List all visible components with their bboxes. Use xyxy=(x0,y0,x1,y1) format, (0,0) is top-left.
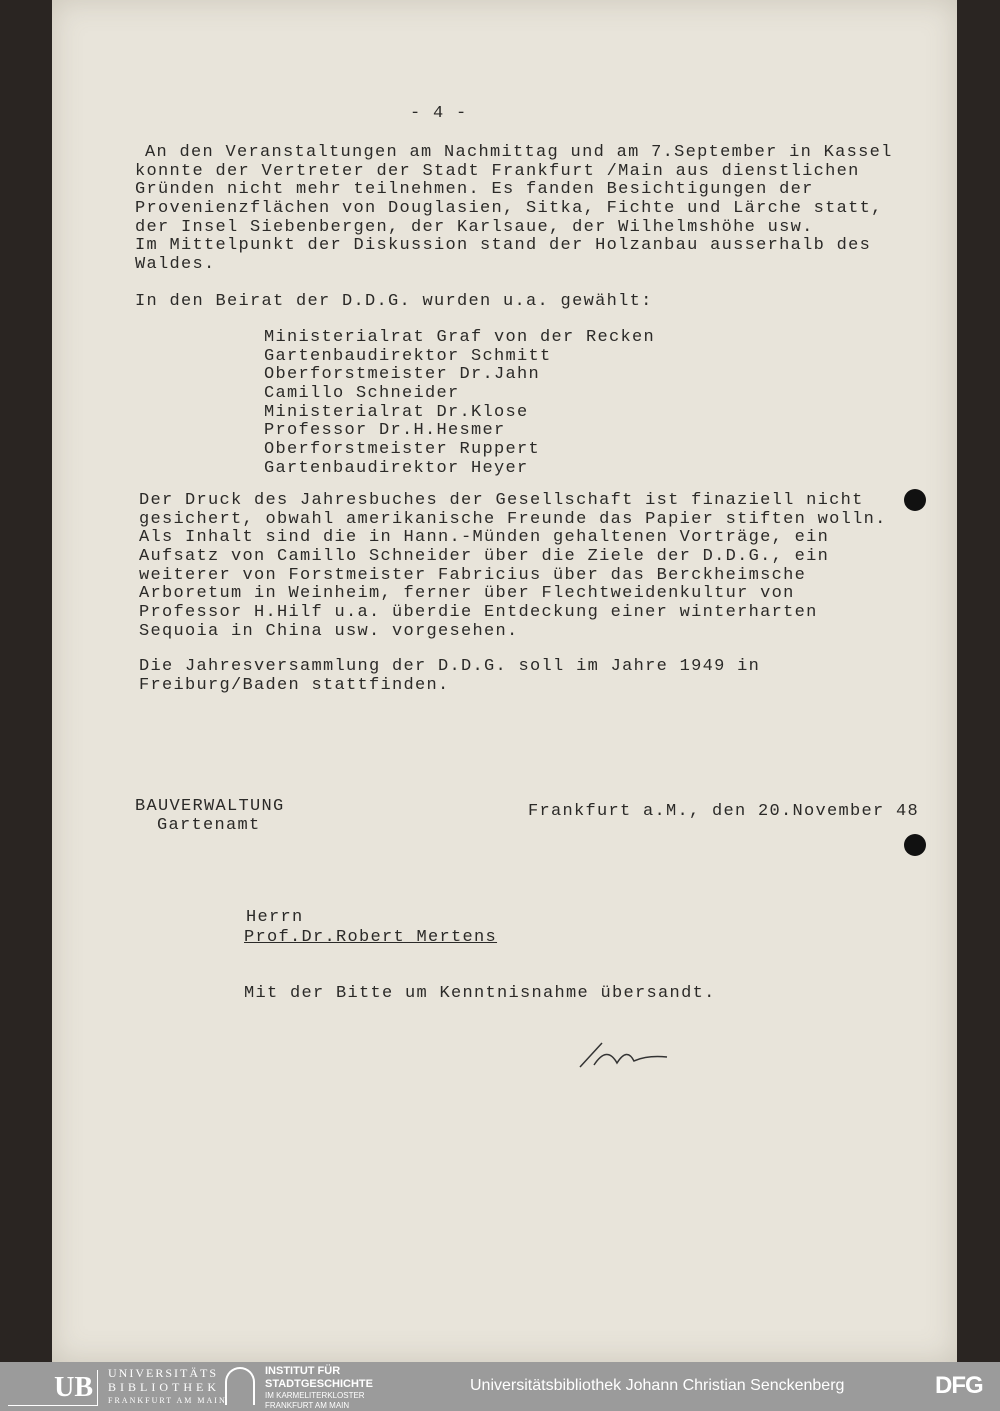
text-line: An den Veranstaltungen am Nachmittag und am 7.September in Kassel xyxy=(145,143,893,162)
list-item: Gartenbaudirektor Schmitt xyxy=(264,346,552,366)
ub-logo-line: UNIVERSITÄTS xyxy=(108,1366,218,1380)
punch-hole xyxy=(904,489,926,511)
text-line: Waldes. xyxy=(135,255,216,275)
list-item: Camillo Schneider xyxy=(264,384,460,404)
ub-logo-mark: UB xyxy=(8,1370,98,1406)
text-line: Der Druck des Jahresbuches der Gesellschaft ist finaziell nicht xyxy=(139,491,864,510)
list-item: Ministerialrat Dr.Klose xyxy=(264,402,529,422)
sender-department: Gartenamt xyxy=(157,815,261,835)
list-item: Professor Dr.H.Hesmer xyxy=(264,421,506,441)
text-line: Die Jahresversammlung der D.D.G. soll im Jahre 1949 in xyxy=(139,657,761,676)
page-number: - 4 - xyxy=(410,104,468,123)
place-date: Frankfurt a.M., den 20.November 48 xyxy=(528,802,920,821)
beirat-members-list xyxy=(264,329,655,479)
text-line: Als Inhalt sind die in Hann.-Münden gehaltenen Vorträge, ein xyxy=(139,528,830,548)
paragraph-events xyxy=(135,144,893,275)
text-line: Im Mittelpunkt der Diskussion stand der Holzanbau ausserhalb des xyxy=(135,236,872,256)
inst-logo-line: STADTGESCHICHTE xyxy=(265,1378,373,1390)
inst-logo-line: FRANKFURT AM MAIN xyxy=(265,1401,350,1410)
ub-logo-line: FRANKFURT AM MAIN xyxy=(108,1396,227,1405)
text-line: der Insel Siebenbergen, der Karlsaue, der Wilhelmshöhe usw. xyxy=(135,217,814,237)
list-item: Gartenbaudirektor Heyer xyxy=(264,458,529,478)
text-line: Provenienzflächen von Douglasien, Sitka, Fichte und Lärche statt, xyxy=(135,199,883,219)
text-line: weiterer von Forstmeister Fabricius über das Berckheimsche xyxy=(139,565,807,585)
beirat-intro: In den Beirat der D.D.G. wurden u.a. gewählt: xyxy=(135,292,653,311)
arch-icon xyxy=(225,1367,255,1405)
footer-bar xyxy=(0,1362,1000,1411)
text-line: Freiburg/Baden stattfinden. xyxy=(139,675,450,695)
text-line: Sequoia in China usw. vorgesehen. xyxy=(139,621,519,641)
text-line: Gründen nicht mehr teilnehmen. Es fanden Besichtigungen der xyxy=(135,180,814,200)
list-item: Oberforstmeister Ruppert xyxy=(264,440,541,460)
closing-line: Mit der Bitte um Kenntnisnahme übersandt. xyxy=(244,984,716,1003)
dfg-logo: DFG xyxy=(935,1372,983,1399)
text-line: Aufsatz von Camillo Schneider über die Ziele der D.D.G., ein xyxy=(139,547,830,567)
text-line: gesichert, obwahl amerikanische Freunde das Papier stiften wolln. xyxy=(139,509,887,529)
paragraph-annual-meeting xyxy=(139,658,760,695)
sender-block xyxy=(135,798,285,835)
recipient-name: Prof.Dr.Robert Mertens xyxy=(244,928,498,947)
text-line: Arboretum in Weinheim, ferner über Flechtweidenkultur von xyxy=(139,584,795,604)
footer-library-name: Universitätsbibliothek Johann Christian Senckenberg xyxy=(470,1377,845,1394)
handwritten-signature xyxy=(572,1035,682,1075)
inst-logo-line: INSTITUT FÜR xyxy=(265,1365,341,1377)
paragraph-yearbook xyxy=(139,492,887,642)
ub-logo-line: BIBLIOTHEK xyxy=(108,1380,220,1394)
punch-hole xyxy=(904,834,926,856)
text-line: konnte der Vertreter der Stadt Frankfurt /Main aus dienstlichen xyxy=(135,161,860,181)
inst-logo-line: IM KARMELITERKLOSTER xyxy=(265,1391,365,1400)
text-line: Professor H.Hilf u.a. überdie Entdeckung einer winterharten xyxy=(139,603,818,623)
list-item: Ministerialrat Graf von der Recken xyxy=(264,328,656,347)
list-item: Oberforstmeister Dr.Jahn xyxy=(264,365,541,385)
recipient-salutation: Herrn xyxy=(246,908,304,927)
sender-office: BAUVERWALTUNG xyxy=(135,797,285,816)
